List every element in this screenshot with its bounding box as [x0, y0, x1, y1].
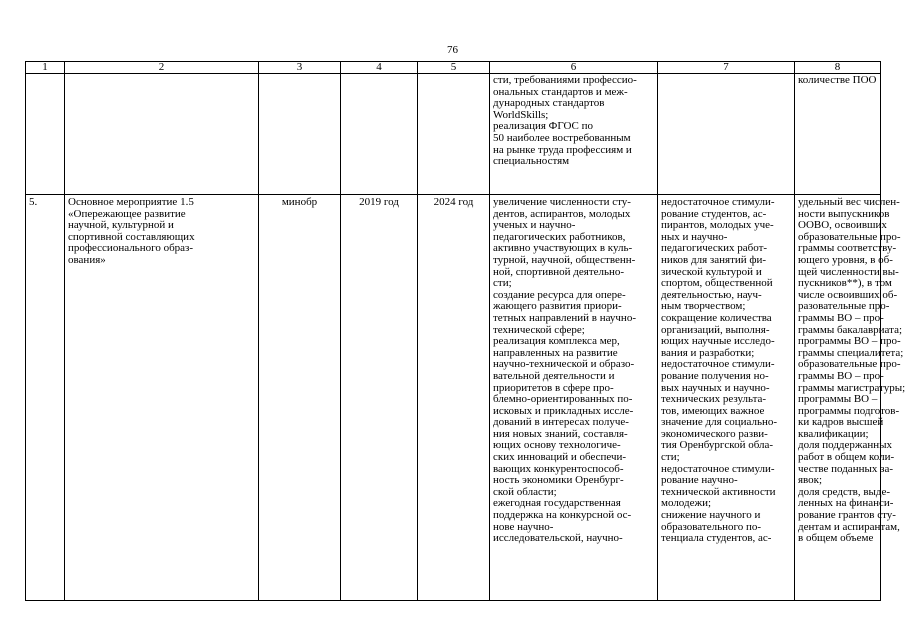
text-line: технических результа- [661, 393, 767, 406]
text-line: ным творчеством; [661, 300, 746, 313]
text-line: активно участвующих в куль- [493, 242, 633, 255]
cell-row-number: 5. [26, 195, 65, 601]
text-line: ющих основу технологиче- [493, 439, 621, 452]
text-line: WorldSkills; [493, 108, 549, 121]
cell-empty [65, 74, 259, 195]
text-line: исследовательской, научно- [493, 532, 623, 545]
text-line: поддержка на конкурсной ос- [493, 509, 632, 522]
text-line: исковых и прикладных иссле- [493, 404, 634, 417]
text-line: экономического разви- [661, 427, 768, 440]
text-line: квалификации; [798, 427, 869, 440]
text-line: ющего уровня, в об- [798, 253, 893, 266]
text-line: ональных стандартов и меж- [493, 85, 628, 98]
text-line: технической сфере; [493, 323, 585, 336]
text-line: реализация ФГОС по [493, 120, 594, 133]
text-line: доля поддержанных [798, 439, 893, 452]
column-header: 8 [795, 62, 881, 74]
text-line: количестве ПОО [798, 74, 877, 86]
text-line: приоритетов в сфере про- [493, 381, 614, 394]
column-number-row [26, 62, 881, 74]
text-line: в общем объеме [798, 532, 874, 545]
text-line: научной, культурной и [68, 219, 174, 232]
text-line: вых научных и научно- [661, 381, 770, 394]
text-line: нове научно- [493, 520, 554, 533]
text-line: спортивной составляющих [68, 230, 195, 243]
text-line: спортом, общественной [661, 277, 773, 290]
cell-activity-name [65, 195, 259, 601]
text-line: удельный вес числен- [798, 196, 900, 208]
text-line: дований в интересах получе- [493, 416, 629, 429]
text-line: вательной деятельности и [493, 369, 615, 382]
text-line: вания и разработки; [661, 346, 755, 359]
text-line: ской области; [493, 485, 557, 498]
text-line: граммы ВО – про- [798, 369, 884, 382]
column-header: 3 [259, 62, 341, 74]
text-line: тенциала студентов, ас- [661, 532, 772, 545]
text-line: программы ВО – [798, 393, 878, 406]
cell-expected-result [490, 195, 658, 601]
text-line: рование грантов сту- [798, 509, 896, 522]
text-line: реализация комплекса мер, [493, 335, 620, 348]
text-line: дентам и аспирантам, [798, 520, 900, 533]
text-line: вающих конкурентоспособ- [493, 462, 624, 475]
text-line: дентов, аспирантов, молодых [493, 207, 631, 220]
column-header: 2 [65, 62, 259, 74]
table-row [26, 195, 881, 601]
text-line: профессионального образ- [68, 242, 194, 255]
cell-executor: минобр [259, 195, 341, 601]
text-line: сти; [661, 451, 680, 464]
text-line: рование научно- [661, 474, 738, 487]
text-line: педагогических работников, [493, 230, 626, 243]
cell-start-year: 2019 год [341, 195, 418, 601]
text-line: снижение научного и [661, 509, 761, 522]
text-line: недостаточное стимули- [661, 358, 775, 371]
cell-consequences [658, 195, 795, 601]
table-row [26, 74, 881, 195]
text-line: рование получения но- [661, 369, 769, 382]
cell-result-continued [490, 74, 658, 195]
text-line: пускников**), в том [798, 277, 892, 290]
text-line: ки кадров высшей [798, 416, 884, 429]
text-line: тетных направлений в научно- [493, 311, 636, 324]
text-line: научно-технической и образо- [493, 358, 635, 371]
text-line: ность экономики Оренбург- [493, 474, 624, 487]
column-header: 4 [341, 62, 418, 74]
cell-empty [26, 74, 65, 195]
text-line: образовательного по- [661, 520, 762, 533]
column-header: 5 [418, 62, 490, 74]
text-line: сокращение количества [661, 311, 772, 324]
cell-empty [658, 74, 795, 195]
text-line: специальностям [493, 155, 570, 168]
text-line: создание ресурса для опере- [493, 288, 626, 301]
text-line: тия Оренбургской обла- [661, 439, 774, 452]
text-line: граммы соответству- [798, 242, 897, 255]
text-line: честве поданных за- [798, 462, 893, 475]
text-line: пирантов, молодых уче- [661, 219, 774, 232]
text-line: программы ВО – про- [798, 335, 901, 348]
text-line: организаций, выполня- [661, 323, 770, 336]
text-line: 50 наиболее востребованным [493, 131, 631, 144]
text-line: ности выпускников [798, 207, 890, 220]
text-line: недостаточное стимули- [661, 196, 775, 208]
text-line: рование студентов, ас- [661, 207, 767, 220]
text-line: ских инноваций и обеспечи- [493, 451, 627, 464]
text-line: явок; [798, 474, 823, 487]
text-line: ния новых знаний, составля- [493, 427, 628, 440]
text-line: турной, научной, общественн- [493, 253, 636, 266]
text-line: образовательные про- [798, 230, 901, 243]
text-line: технической активности [661, 485, 776, 498]
text-line: жающего развития приори- [493, 300, 622, 313]
text-line: программы подготов- [798, 404, 900, 417]
text-line: блемно-ориентированных по- [493, 393, 633, 406]
text-line: увеличение численности сту- [493, 196, 631, 208]
program-table [25, 61, 905, 601]
text-line: «Опережающее развитие [68, 207, 186, 220]
text-line: граммы ВО – про- [798, 311, 884, 324]
text-line: ученых и научно- [493, 219, 576, 232]
cell-empty [418, 74, 490, 195]
text-line: ной, спортивной деятельно- [493, 265, 625, 278]
text-line: ленных на финанси- [798, 497, 894, 510]
text-line: щей численности вы- [798, 265, 899, 278]
text-line: граммы бакалавриата; [798, 323, 903, 336]
text-line: ных и научно- [661, 230, 728, 243]
text-line: деятельностью, науч- [661, 288, 762, 301]
text-line: Основное мероприятие 1.5 [68, 196, 194, 208]
column-header: 1 [26, 62, 65, 74]
text-line: на рынке труда профессиям и [493, 143, 632, 156]
text-line: числе освоивших об- [798, 288, 898, 301]
text-line: работ в общем коли- [798, 451, 895, 464]
text-line: ников для занятий фи- [661, 253, 767, 266]
text-line: тов, имеющих важное [661, 404, 765, 417]
text-line: граммы магистратуры; [798, 381, 905, 394]
text-line: образовательные про- [798, 358, 901, 371]
text-line: сти, требованиями профессио- [493, 74, 637, 86]
cell-end-year: 2024 год [418, 195, 490, 601]
text-line: доля средств, выде- [798, 485, 891, 498]
cell-empty [259, 74, 341, 195]
text-line: ования» [68, 253, 106, 266]
column-header: 7 [658, 62, 795, 74]
text-line: зической культурой и [661, 265, 762, 278]
cell-empty [341, 74, 418, 195]
page-number: 76 [447, 44, 458, 56]
text-line: ООВО, освоивших [798, 219, 887, 232]
text-line: сти; [493, 277, 512, 290]
text-line: направленных на развитие [493, 346, 618, 359]
text-line: ежегодная государственная [493, 497, 621, 510]
text-line: недостаточное стимули- [661, 462, 775, 475]
text-line: ющих научные исследо- [661, 335, 775, 348]
cell-indicator-continued [795, 74, 881, 195]
text-line: граммы специалитета; [798, 346, 904, 359]
text-line: педагогических работ- [661, 242, 768, 255]
column-header: 6 [490, 62, 658, 74]
text-line: значение для социально- [661, 416, 778, 429]
text-line: разовательные про- [798, 300, 890, 313]
cell-indicators [795, 195, 905, 601]
text-line: дународных стандартов [493, 97, 605, 110]
text-line: молодежи; [661, 497, 712, 510]
